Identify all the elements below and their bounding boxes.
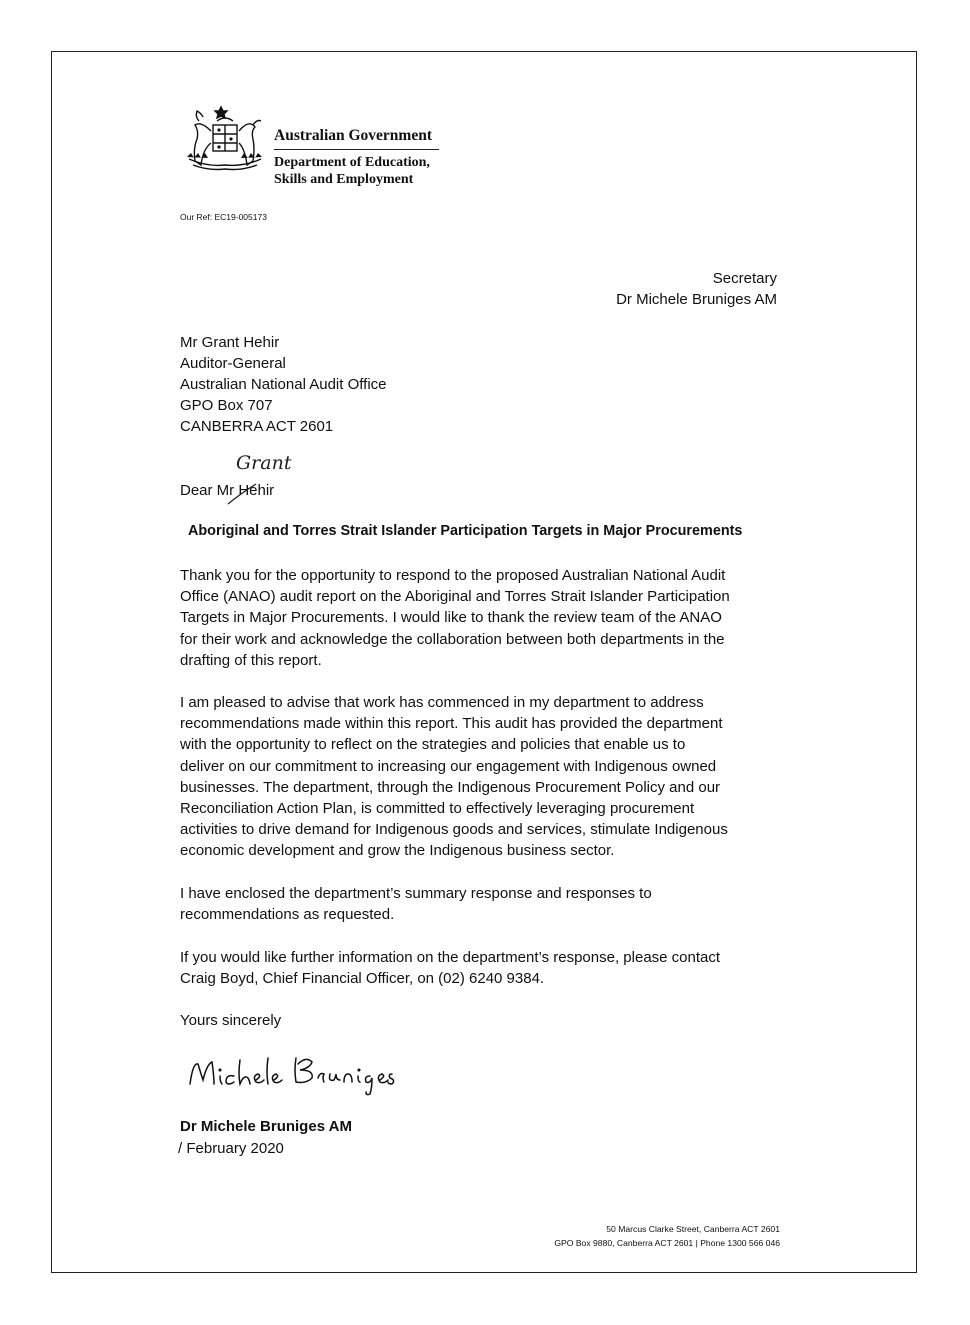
sender-name: Dr Michele Bruniges AM (616, 291, 777, 308)
date-text: February 2020 (186, 1140, 284, 1157)
letter-date (178, 1140, 284, 1157)
body-paragraph-1 (180, 565, 780, 671)
reference-number: Our Ref: EC19-005173 (180, 212, 267, 222)
salutation: Dear Mr Hehir (180, 482, 275, 499)
coat-of-arms-icon (183, 103, 267, 179)
footer-line-1: 50 Marcus Clarke Street, Canberra ACT 2601 (606, 1224, 780, 1234)
paragraph-line: for their work and acknowledge the collaboration between both departments in the (180, 630, 725, 648)
recipient-line: CANBERRA ACT 2601 (180, 418, 334, 435)
paragraph-line: economic development and grow the Indigenous business sector. (180, 842, 615, 860)
strikethrough-mark (226, 480, 260, 506)
paragraph-line: activities to drive demand for Indigenous goods and services, stimulate Indigenous (180, 821, 728, 839)
department-name-line-1: Department of Education, (274, 155, 430, 170)
body-paragraph-4 (180, 947, 780, 989)
recipient-line: GPO Box 707 (180, 397, 273, 414)
paragraph-line: Thank you for the opportunity to respond to the proposed Australian National Audit (180, 567, 726, 584)
paragraph-line: with the opportunity to reflect on the strategies and policies that enable us to (180, 736, 686, 754)
recipient-line: Mr Grant Hehir (180, 334, 280, 351)
paragraph-line: Craig Boyd, Chief Financial Officer, on (02) 6240 9384. (180, 970, 545, 988)
body-paragraph-3 (180, 883, 780, 925)
government-wordmark (274, 127, 446, 188)
signer-name: Dr Michele Bruniges AM (180, 1118, 352, 1135)
paragraph-line: Reconciliation Action Plan, is committed to effectively leveraging procurement (180, 800, 695, 818)
department-name-line-2: Skills and Employment (274, 172, 414, 187)
paragraph-line: I am pleased to advise that work has commenced in my department to address (180, 694, 704, 711)
paragraph-line: deliver on our commitment to increasing our engagement with Indigenous owned (180, 757, 717, 775)
paragraph-line: If you would like further information on the department’s response, please contact (180, 949, 721, 966)
body-paragraph-2 (180, 692, 780, 862)
paragraph-line: Targets in Major Procurements. I would like to thank the review team of the ANAO (180, 609, 722, 627)
closing-phrase: Yours sincerely (180, 1012, 282, 1029)
letter-subject: Aboriginal and Torres Strait Islander Participation Targets in Major Procurements (188, 523, 743, 539)
footer-address (554, 1222, 780, 1250)
paragraph-line: drafting of this report. (180, 651, 322, 669)
footer-line-2: GPO Box 9880, Canberra ACT 2601 | Phone 1300 566 046 (554, 1238, 780, 1248)
sender-block (616, 268, 777, 310)
paragraph-line: I have enclosed the department’s summary response and responses to (180, 885, 652, 902)
government-name: Australian Government (274, 127, 433, 144)
paragraph-line: businesses. The department, through the Indigenous Procurement Policy and our (180, 778, 721, 796)
wordmark-divider (274, 149, 439, 150)
recipient-line: Australian National Audit Office (180, 376, 387, 393)
recipient-address (180, 332, 387, 437)
paragraph-line: recommendations made within this report. This audit has provided the department (180, 715, 723, 733)
handwritten-correction: Grant (236, 452, 292, 474)
handwritten-date-mark: / (178, 1140, 183, 1157)
paragraph-line: recommendations as requested. (180, 906, 395, 924)
recipient-line: Auditor-General (180, 355, 286, 372)
paragraph-line: Office (ANAO) audit report on the Aboriginal and Torres Strait Islander Participation (180, 588, 730, 606)
sender-title: Secretary (712, 270, 777, 287)
handwritten-signature (186, 1050, 406, 1098)
